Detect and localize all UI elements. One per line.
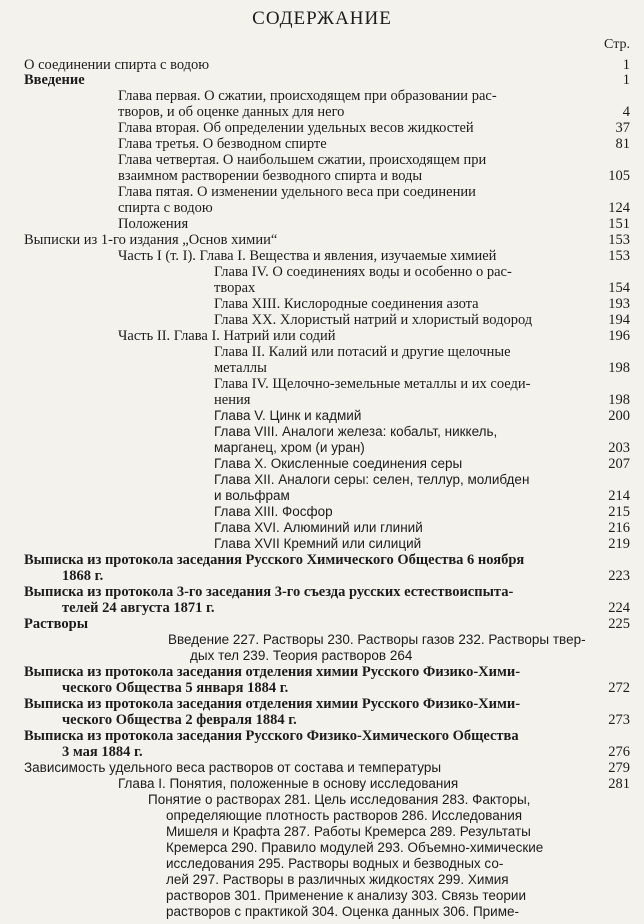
- toc-entry-line: Глава пятая. О изменении удельного веса при соединении: [118, 184, 476, 200]
- toc-entry-line: ческого Общества 2 февраля 1884 г.: [62, 712, 297, 728]
- toc-entry-line: нения: [214, 392, 251, 408]
- toc-entry-line: Растворы: [24, 616, 89, 632]
- toc-entry-line: творов, и об оценке данных для него: [118, 104, 345, 120]
- toc-page-number: 214: [608, 488, 630, 504]
- toc-entry-line: марганец, хром (и уран): [214, 440, 365, 455]
- toc-entry-line: Выписка из протокола 3-го заседания 3-го съезда русских естествоиспыта-: [24, 584, 514, 600]
- toc-entry-line: Часть I (т. I). Глава I. Вещества и явления, изучаемые химией: [118, 248, 497, 264]
- toc-entry-line: Глава II. Калий или потасий и другие щелочные: [214, 344, 511, 360]
- toc-entry-line: металлы: [214, 360, 267, 376]
- toc-page-number: 154: [608, 280, 630, 296]
- toc-entry-line: Глава XVII Кремний или силиций: [214, 536, 422, 551]
- toc-page-number: 194: [608, 312, 630, 328]
- toc-page-number: 4: [622, 104, 630, 120]
- toc-entry-line: Выписка из протокола заседания отделения химии Русского Физико-Хими-: [24, 696, 521, 712]
- toc-page-number: 193: [608, 296, 630, 312]
- toc-entry-line: Мишеля и Крафта 287. Работы Кремерса 289. Результаты: [166, 824, 531, 839]
- toc-entry-line: Глава VIII. Аналоги железа: кобальт, никкель,: [214, 424, 498, 439]
- toc-entry-line: Глава IV. Щелочно-земельные металлы и их соеди-: [214, 376, 531, 392]
- toc-entry-line: творах: [214, 280, 256, 296]
- toc-page-number: 37: [615, 120, 630, 136]
- toc-page-number: 124: [608, 200, 630, 216]
- page-column-header: Стр.: [604, 37, 630, 52]
- toc-page-number: 276: [608, 744, 630, 760]
- toc-page-number: 196: [608, 328, 630, 344]
- toc-page-number: 153: [608, 232, 630, 248]
- toc-page-number: 215: [608, 504, 630, 520]
- toc-entry-line: 3 мая 1884 г.: [62, 744, 143, 760]
- toc-entry-line: 1868 г.: [62, 568, 104, 584]
- toc-page-number: 203: [608, 440, 630, 456]
- toc-entry-line: Понятие о растворах 281. Цель исследования 283. Факторы,: [148, 792, 531, 807]
- toc-page-number: 279: [608, 760, 630, 776]
- toc-entry-line: Выписка из протокола заседания Русского Физико-Химического Общества: [24, 728, 519, 744]
- toc-entry-line: дых тел 239. Теория растворов 264: [190, 648, 413, 663]
- toc-entry-line: Выписка из протокола заседания отделения химии Русского Физико-Хими-: [24, 664, 521, 680]
- toc-entry-line: телей 24 августа 1871 г.: [62, 600, 215, 616]
- toc-entry-line: Глава IV. О соединениях воды и особенно о рас-: [214, 264, 512, 280]
- toc-page-number: 200: [608, 408, 630, 424]
- toc-entry-line: Глава вторая. Об определении удельных весов жидкостей: [118, 120, 474, 136]
- toc-page-number: 273: [608, 712, 630, 728]
- toc-entry-line: Часть II. Глава I. Натрий или содий: [118, 328, 336, 344]
- toc-entry-line: растворов 301. Применение к анализу 303. Связь теории: [166, 888, 527, 903]
- toc-entry-line: Глава X. Окисленные соединения серы: [214, 456, 463, 471]
- toc-page-number: 272: [608, 680, 630, 696]
- toc-page-number: 198: [608, 392, 630, 408]
- toc-entry-line: Выписки из 1-го издания „Основ химии“: [24, 232, 278, 248]
- toc-page-number: 223: [608, 568, 630, 584]
- toc-entry-line: взаимном растворении безводного спирта и воды: [118, 168, 423, 184]
- toc-entry-line: определяющие плотность растворов 286. Исследования: [166, 808, 523, 823]
- toc-entry-line: ческого Общества 5 января 1884 г.: [62, 680, 289, 696]
- toc-entry-line: Глава XVI. Алюминий или глиний: [214, 520, 423, 535]
- toc-page-number: 224: [608, 600, 630, 616]
- toc-entry-line: исследования 295. Растворы водных и безводных со-: [166, 856, 504, 871]
- toc-entry-line: Введение: [24, 72, 85, 88]
- toc-entry-line: Глава XIII. Фосфор: [214, 504, 333, 519]
- toc-entry-line: Выписка из протокола заседания Русского Химического Общества 6 ноября: [24, 552, 525, 568]
- toc-page-number: 219: [608, 536, 630, 552]
- toc-page-number: 153: [608, 248, 630, 264]
- toc-page-number: 1: [622, 72, 630, 88]
- toc-entry-line: Глава четвертая. О наибольшем сжатии, происходящем при: [118, 152, 487, 168]
- toc-page-number: 225: [608, 616, 630, 632]
- toc-entry-line: и вольфрам: [214, 488, 290, 503]
- toc-entry-line: Введение 227. Растворы 230. Растворы газов 232. Растворы твер-: [168, 632, 586, 647]
- toc-entry-line: Зависимость удельного веса растворов от состава и температуры: [24, 760, 442, 775]
- toc-page-number: 198: [608, 360, 630, 376]
- toc-entry-line: Глава V. Цинк и кадмий: [214, 408, 362, 423]
- toc-page-number: 207: [608, 456, 630, 472]
- toc-entry-line: лей 297. Растворы в различных жидкостях 299. Химия: [166, 872, 509, 887]
- toc-page-number: 105: [608, 168, 630, 184]
- toc-entry-line: Положения: [118, 216, 189, 232]
- toc-entry-line: растворов с практикой 304. Оценка данных 306. Приме-: [166, 904, 519, 919]
- toc-entry-line: Глава I. Понятия, положенные в основу исследования: [118, 776, 459, 791]
- toc-page-number: 281: [608, 776, 630, 792]
- toc-page-number: 81: [615, 136, 630, 152]
- toc-entry-line: Кремерса 290. Правило модулей 293. Объемно-химические: [166, 840, 544, 855]
- page-title: СОДЕРЖАНИЕ: [252, 8, 392, 29]
- toc-entry-line: спирта с водою: [118, 200, 213, 216]
- toc-page-number: 151: [608, 216, 630, 232]
- toc-page-number: 1: [622, 57, 630, 73]
- toc-entry-line: Глава XIII. Кислородные соединения азота: [214, 296, 479, 312]
- toc-entry-line: Глава третья. О безводном спирте: [118, 136, 327, 152]
- toc-page-number: 216: [608, 520, 630, 536]
- toc-entry-line: О соединении спирта с водою: [24, 57, 210, 73]
- toc-entry-line: Глава XX. Хлористый натрий и хлористый водород: [214, 312, 533, 328]
- toc-entry-line: Глава первая. О сжатии, происходящем при образовании рас-: [118, 88, 497, 104]
- toc-entry-line: Глава XII. Аналоги серы: селен, теллур, молибден: [214, 472, 530, 487]
